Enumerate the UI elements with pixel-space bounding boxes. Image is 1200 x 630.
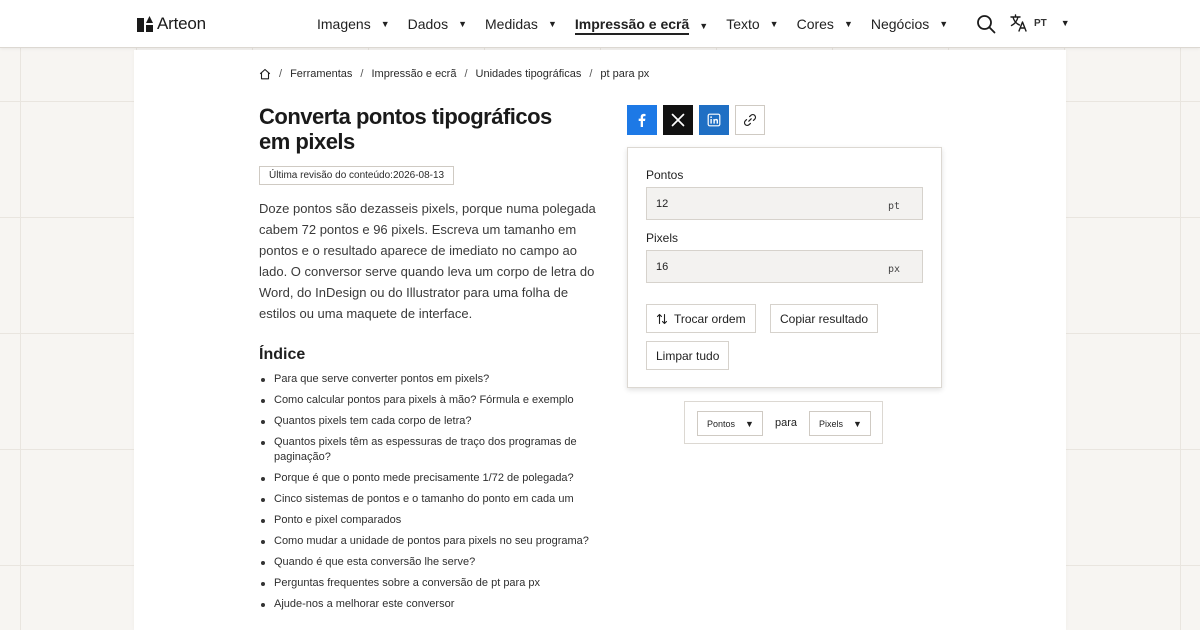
brand-name: Arteon [157,14,206,33]
toc-link[interactable]: Como mudar a unidade de pontos para pixels no seu programa? [259,534,599,549]
caret-down-icon: ▼ [843,19,853,29]
breadcrumb [259,68,649,80]
toc-link[interactable]: Porque é que o ponto mede precisamente 1/72 de polegada? [259,471,599,486]
top-navigation-bar [0,0,1200,48]
points-input[interactable] [647,188,877,219]
revision-date: 2026-08-13 [392,170,445,181]
home-icon[interactable] [259,68,271,80]
from-unit-select[interactable] [697,411,763,436]
nav-item-texto[interactable] [726,12,778,36]
clear-all-button[interactable]: Limpar tudo [646,341,729,370]
toc-title: Índice [259,346,306,363]
nav-item-medidas[interactable] [485,12,557,36]
swap-icon [656,313,668,325]
pixels-field [646,250,923,283]
points-unit: pt [887,201,900,212]
to-unit-select[interactable] [809,411,871,436]
caret-down-icon: ▼ [547,19,557,29]
nav-item-label: Imagens [317,16,371,32]
swap-order-label: Trocar ordem [674,311,746,326]
copy-link-button[interactable] [735,105,765,135]
nav-item-dados[interactable] [408,12,467,36]
swap-order-button[interactable] [646,304,756,333]
search-button[interactable] [976,14,996,34]
language-selector[interactable] [1010,14,1070,32]
caret-down-icon: ▼ [380,19,390,29]
share-x-button[interactable] [663,105,693,135]
link-icon [743,113,757,127]
toc-link[interactable]: Ponto e pixel comparados [259,513,599,528]
breadcrumb-separator: / [279,68,283,80]
share-bar [627,105,765,135]
caret-down-icon: ▼ [699,20,709,31]
breadcrumb-separator: / [360,68,364,80]
breadcrumb-separator: / [589,68,593,80]
nav-item-label: Medidas [485,16,538,32]
pixels-unit: px [887,264,900,275]
caret-down-icon: ▼ [853,418,862,429]
toc-link[interactable]: Quantos pixels tem cada corpo de letra? [259,414,599,429]
breadcrumb-current-page: pt para px [600,68,650,80]
revision-badge [259,166,454,185]
nav-item-imagens[interactable] [317,12,390,36]
to-unit-value: Pixels [819,418,844,429]
search-icon [976,14,996,34]
nav-item-label: Dados [407,16,449,32]
brand-logo[interactable] [137,14,206,34]
points-label: Pontos [646,168,684,182]
nav-item-label: Negócios [870,16,930,32]
breadcrumb-unidades-tipograficas[interactable]: Unidades tipográficas [475,68,582,80]
toc-link[interactable]: Para que serve converter pontos em pixels? [259,372,599,387]
translate-icon [1010,14,1028,32]
toc-link[interactable]: Quantos pixels têm as espessuras de traço dos programas de paginação? [259,435,599,465]
toc-link[interactable]: Quando é que esta conversão lhe serve? [259,555,599,570]
nav-item-negocios[interactable] [871,12,948,36]
page-title: Converta pontos tipográficos em pixels [259,104,552,154]
pixels-input[interactable] [647,251,877,282]
nav-item-label: Texto [726,16,760,32]
caret-down-icon: ▼ [769,19,779,29]
linkedin-icon [707,113,721,127]
language-code: PT [1034,17,1047,29]
nav-item-label: Cores [796,16,834,32]
toc-link[interactable]: Cinco sistemas de pontos e o tamanho do ponto em cada um [259,492,599,507]
caret-down-icon: ▼ [745,418,754,429]
nav-item-cores[interactable] [797,12,853,36]
caret-down-icon: ▼ [458,19,468,29]
toc-link[interactable]: Perguntas frequentes sobre a conversão de pt para px [259,576,599,591]
arteon-logo-icon [137,16,153,32]
toc-link[interactable]: Ajude-nos a melhorar este conversor [259,597,599,612]
caret-down-icon: ▼ [1060,18,1070,28]
share-linkedin-button[interactable] [699,105,729,135]
nav-item-label: Impressão e ecrã [575,16,689,35]
share-facebook-button[interactable] [627,105,657,135]
breadcrumb-ferramentas[interactable]: Ferramentas [290,68,353,80]
revision-label: Última revisão do conteúdo: [269,170,393,181]
breadcrumb-impressao-e-ecra[interactable]: Impressão e ecrã [371,68,457,80]
caret-down-icon: ▼ [939,19,949,29]
intro-paragraph: Doze pontos são dezasseis pixels, porque numa polegada cabem 72 pontos e 96 pixels. Escreva um tamanho em pontos e o resultado aparece de imediato no campo ao lado. O conversor serve quando leva um corpo de letra do Word, do InDesign ou do Illustrator para uma folha de estilos ou uma maquete de interface. [259,201,596,321]
converter-panel [627,147,942,388]
nav-item-impressao-e-ecra[interactable] [575,14,708,38]
copy-result-button[interactable]: Copiar resultado [770,304,878,333]
pixels-label: Pixels [646,231,679,245]
unit-selector [684,401,883,444]
breadcrumb-separator: / [464,68,468,80]
main-menu [317,0,966,48]
table-of-contents [259,372,599,618]
unit-connector: para [775,417,798,429]
facebook-icon [635,113,649,127]
points-field [646,187,923,220]
toc-link[interactable]: Como calcular pontos para pixels à mão? Fórmula e exemplo [259,393,599,408]
x-icon [671,113,685,127]
from-unit-value: Pontos [707,418,736,429]
